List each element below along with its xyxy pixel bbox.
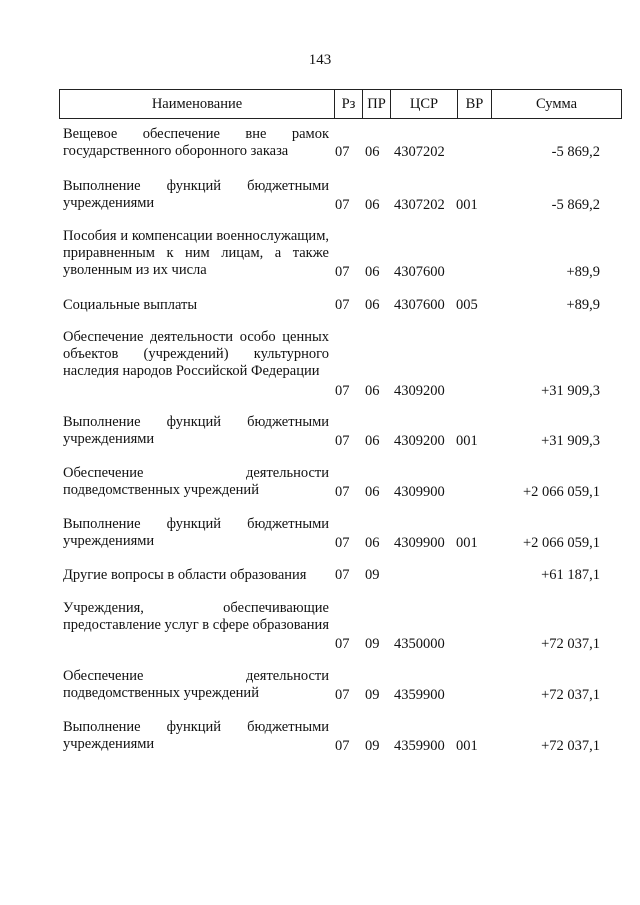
row-sum: +31 909,3 [541,433,600,449]
row-name: Обеспечение деятельности особо ценных объектов (учреждений) культурного наследия народов Российской Федерации [63,329,329,379]
row-sum: +31 909,3 [541,383,600,399]
row-rz: 07 [335,567,350,583]
row-name: Выполнение функций бюджетными учреждениями [63,414,329,447]
row-sum: +72 037,1 [541,738,600,754]
page-number: 143 [308,52,332,68]
row-name: Другие вопросы в области образования [63,567,307,583]
row-vr: 005 [456,297,478,313]
row-rz: 07 [335,297,350,313]
row-rz: 07 [335,535,350,551]
header-name: Наименование [60,90,335,118]
row-vr: 001 [456,738,478,754]
row-sum: +89,9 [566,264,600,280]
row-pr: 06 [365,433,380,449]
row-rz: 07 [335,484,350,500]
row-csr: 4307202 [394,197,445,213]
header-rz: Рз [335,90,363,118]
row-vr: 001 [456,535,478,551]
row-name: Пособия и компенсации военнослужащим, приравненным к ним лицам, а также уволенным из их числа [63,228,329,278]
row-csr: 4307600 [394,264,445,280]
row-rz: 07 [335,636,350,652]
row-pr: 06 [365,264,380,280]
row-name: Выполнение функций бюджетными учреждениями [63,719,329,752]
row-pr: 09 [365,636,380,652]
row-name: Выполнение функций бюджетными учреждениями [63,178,329,211]
header-sum: Сумма [535,95,578,112]
row-csr: 4309200 [394,433,445,449]
row-rz: 07 [335,738,350,754]
row-sum: +61 187,1 [541,567,600,583]
row-sum: +89,9 [566,297,600,313]
row-sum: -5 869,2 [551,144,600,160]
row-pr: 06 [365,297,380,313]
table-header [59,89,622,119]
row-pr: 06 [365,484,380,500]
header-csr: ЦСР [391,90,458,118]
row-name: Вещевое обеспечение вне рамок государственного оборонного заказа [63,126,329,159]
row-pr: 06 [365,535,380,551]
row-name: Выполнение функций бюджетными учреждениями [63,516,329,549]
row-vr: 001 [456,433,478,449]
row-rz: 07 [335,383,350,399]
row-name: Обеспечение деятельности подведомственных учреждений [63,465,329,498]
row-csr: 4309200 [394,383,445,399]
header-pr: ПР [363,90,391,118]
row-rz: 07 [335,687,350,703]
row-csr: 4359900 [394,687,445,703]
row-sum: +2 066 059,1 [522,484,600,500]
row-rz: 07 [335,264,350,280]
row-name: Социальные выплаты [63,297,198,313]
row-sum: +72 037,1 [541,687,600,703]
row-name: Учреждения, обеспечивающие предоставление услуг в сфере образования [63,600,329,633]
row-rz: 07 [335,144,350,160]
row-csr: 4307600 [394,297,445,313]
row-pr: 09 [365,687,380,703]
row-sum: +72 037,1 [541,636,600,652]
row-sum: +2 066 059,1 [522,535,600,551]
row-pr: 06 [365,383,380,399]
row-pr: 06 [365,197,380,213]
row-rz: 07 [335,197,350,213]
row-vr: 001 [456,197,478,213]
row-csr: 4309900 [394,535,445,551]
header-vr: ВР [458,90,492,118]
row-pr: 06 [365,144,380,160]
row-pr: 09 [365,738,380,754]
row-pr: 09 [365,567,380,583]
row-rz: 07 [335,433,350,449]
row-name: Обеспечение деятельности подведомственных учреждений [63,668,329,701]
row-csr: 4309900 [394,484,445,500]
row-csr: 4307202 [394,144,445,160]
row-csr: 4350000 [394,636,445,652]
row-csr: 4359900 [394,738,445,754]
row-sum: -5 869,2 [551,197,600,213]
